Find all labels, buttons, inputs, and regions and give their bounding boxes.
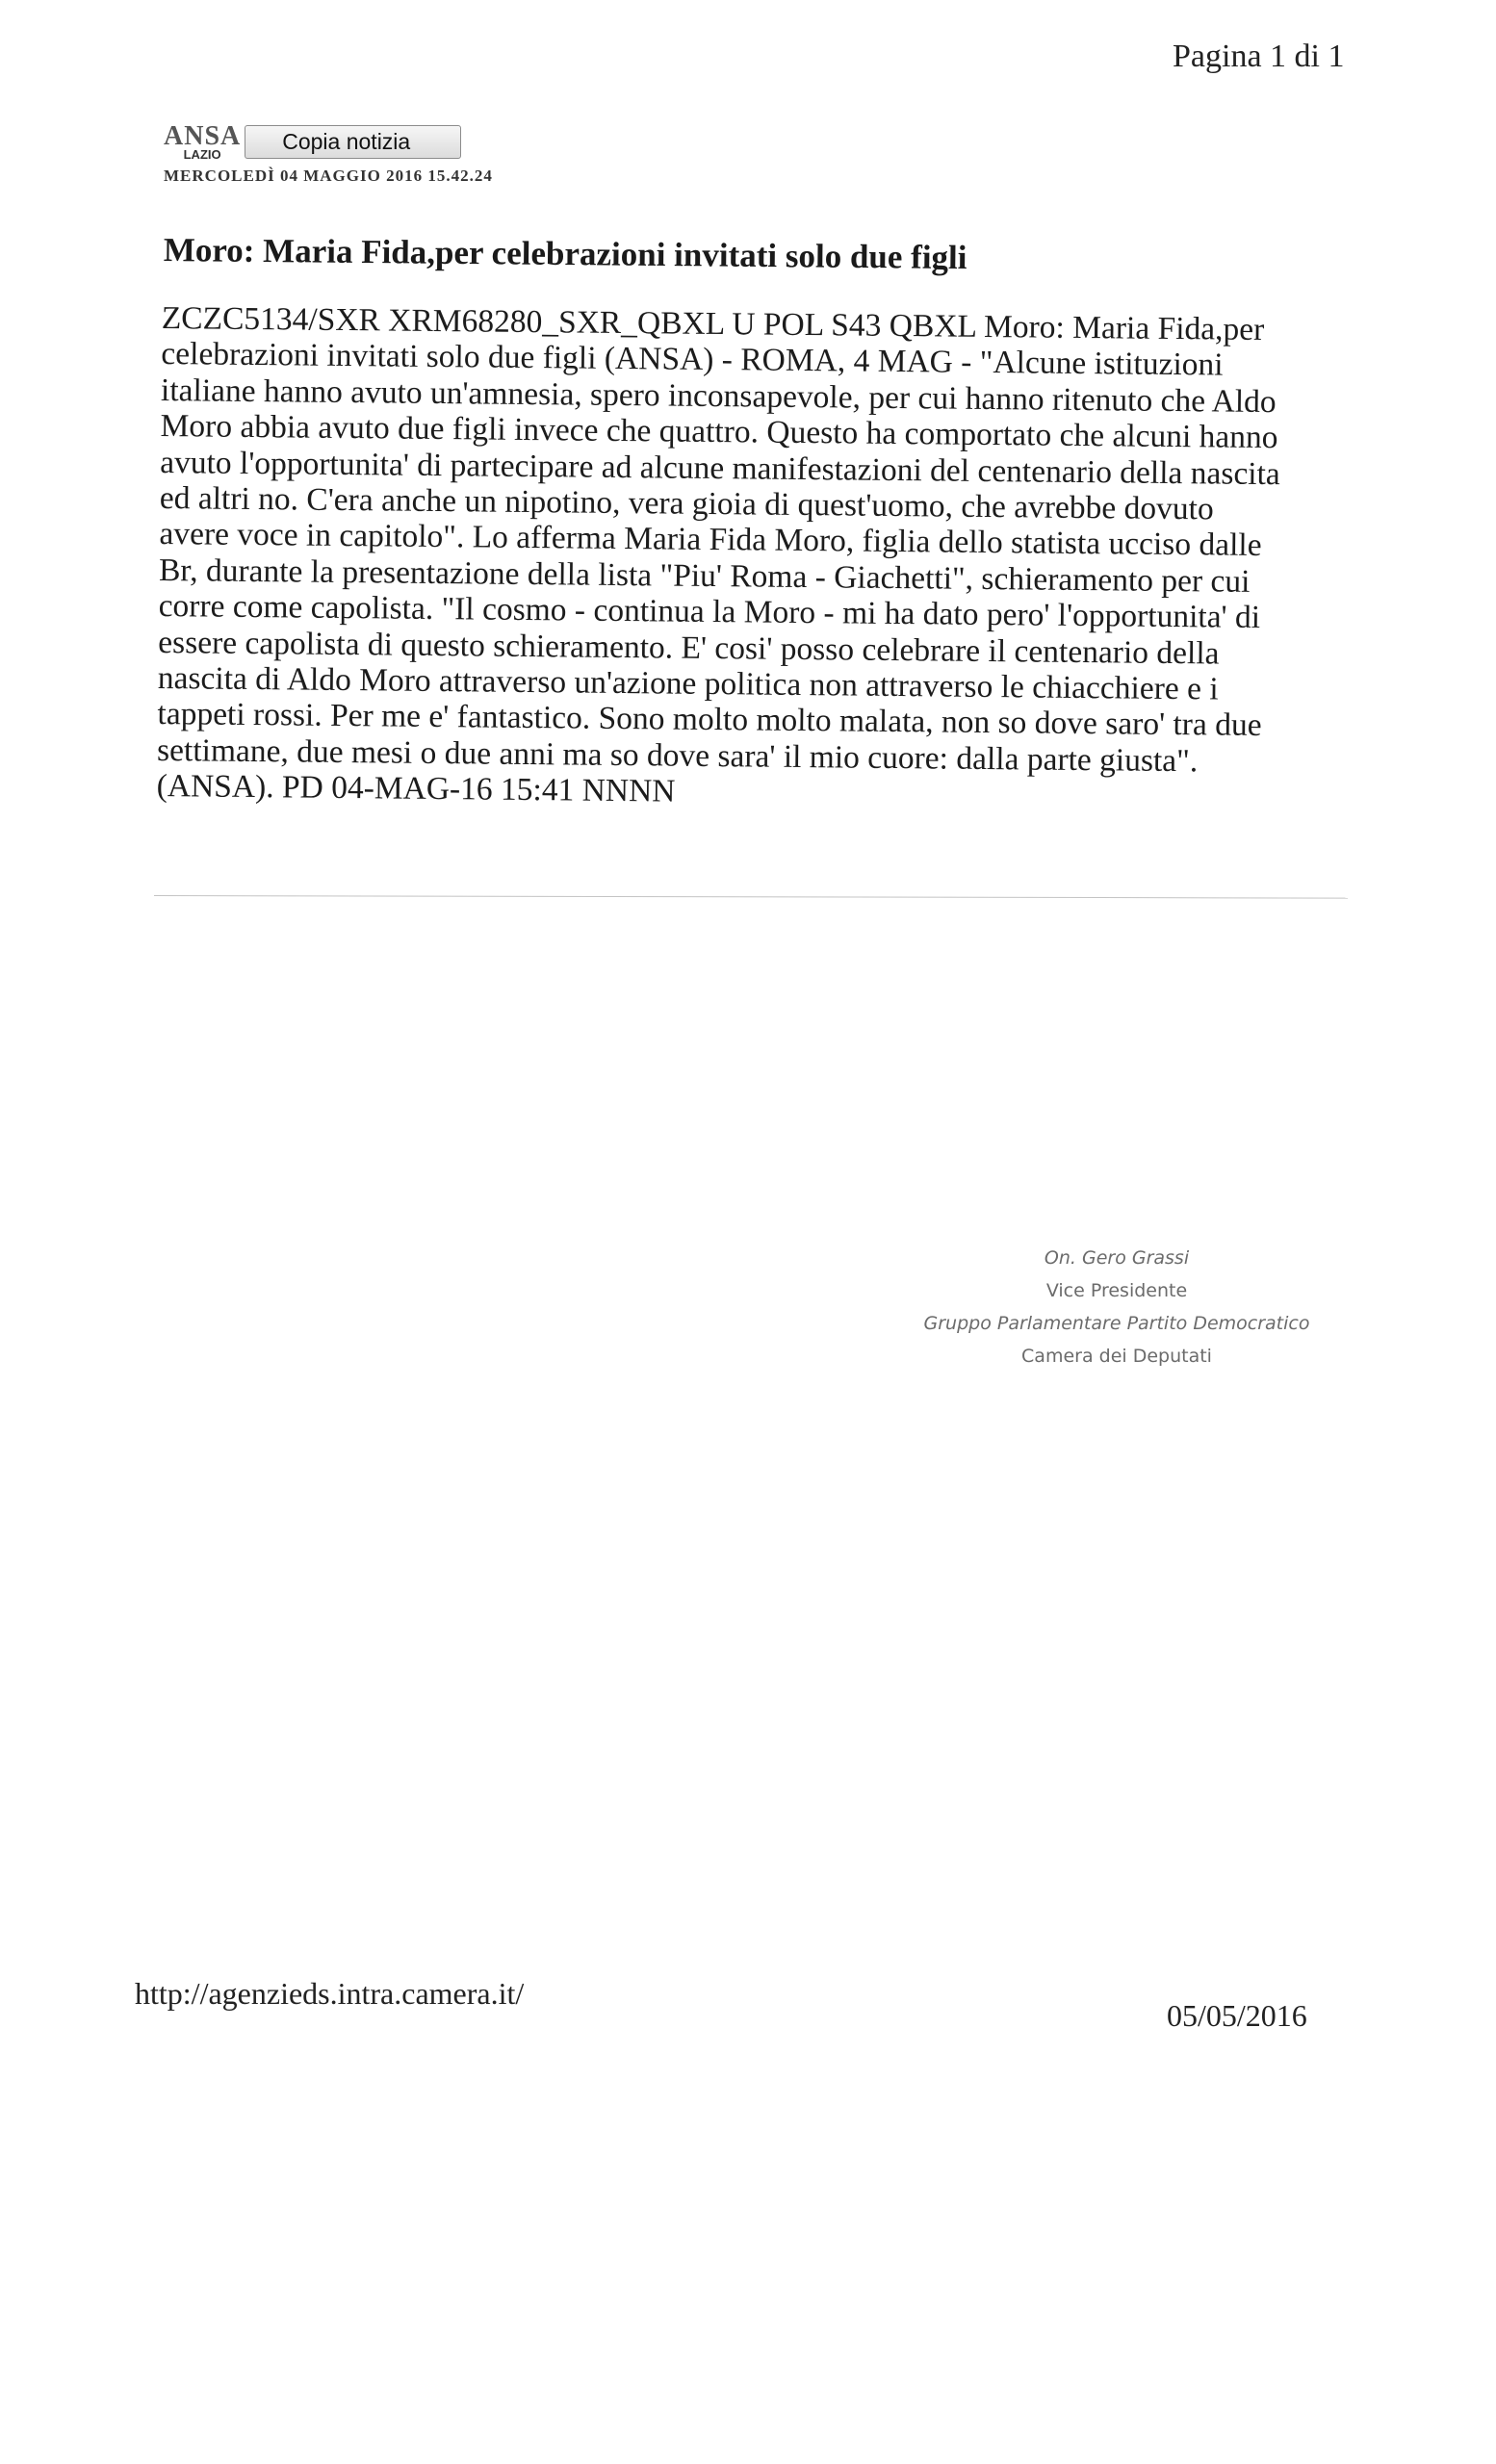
body-line: settimane, due mesi o due anni ma so dove sara' il mio cuore: dalla parte giusta". — [156, 732, 1199, 780]
body-line: ed altri no. C'era anche un nipotino, vera gioia di quest'uomo, che avrebbe dovuto — [159, 480, 1214, 527]
footer-date: 05/05/2016 — [1167, 1998, 1307, 2033]
body-line: (ANSA). PD 04-MAG-16 15:41 NNNN — [156, 768, 676, 809]
article-headline: Moro: Maria Fida,per celebrazioni invitati solo due figli — [163, 231, 967, 277]
stamp-role: Vice Presidente — [1045, 1280, 1188, 1301]
body-line: nascita di Aldo Moro attraverso un'azione politica non attraverso le chiacchiere e i — [157, 660, 1219, 707]
page-number: Pagina 1 di 1 — [1173, 38, 1345, 74]
body-line: avuto l'opportunita' di partecipare ad alcune manifestazioni del centenario della nascita — [160, 444, 1280, 492]
ansa-logo-region: LAZIO — [183, 147, 221, 162]
stamp-institution: Camera dei Deputati — [1021, 1346, 1212, 1367]
section-divider — [154, 895, 1348, 899]
ansa-logo-word: ANSA — [164, 121, 242, 151]
body-line: Br, durante la presentazione della lista "Piu' Roma - Giachetti", schieramento per cui — [158, 552, 1251, 600]
body-line: celebrazioni invitati solo due figli (ANSA) - ROMA, 4 MAG - "Alcune istituzioni — [161, 336, 1224, 383]
body-line: Moro abbia avuto due figli invece che quattro. Questo ha comportato che alcuni hanno — [160, 408, 1278, 456]
body-line: corre come capolista. "Il cosmo - continua la Moro - mi ha dato pero' l'opportunita' di — [158, 588, 1261, 636]
ansa-logo — [164, 123, 241, 161]
publication-datetime: MERCOLEDÌ 04 MAGGIO 2016 15.42.24 — [164, 167, 493, 185]
signature-stamp — [847, 1242, 1386, 1373]
brand-row — [164, 123, 493, 161]
stamp-group: Gruppo Parlamentare Partito Democratico — [923, 1313, 1310, 1334]
body-line: avere voce in capitolo". Lo afferma Maria Fida Moro, figlia dello statista ucciso dalle — [159, 516, 1262, 564]
body-line: ZCZC5134/SXR XRM68280_SXR_QBXL U POL S43 QBXL Moro: Maria Fida,per — [161, 300, 1265, 347]
body-line: tappeti rossi. Per me e' fantastico. Sono molto molto malata, non so dove saro' tra due — [157, 696, 1262, 744]
body-line: essere capolista di questo schieramento. E' cosi' posso celebrare il centenario della — [158, 624, 1220, 672]
news-header — [164, 123, 493, 186]
stamp-name: On. Gero Grassi — [1044, 1247, 1190, 1269]
footer-url: http://agenzieds.intra.camera.it/ — [135, 1976, 525, 2011]
copy-news-button[interactable]: Copia notizia — [245, 125, 461, 159]
article-body — [157, 300, 1363, 817]
body-line: italiane hanno avuto un'amnesia, spero inconsapevole, per cui hanno ritenuto che Aldo — [160, 372, 1277, 420]
